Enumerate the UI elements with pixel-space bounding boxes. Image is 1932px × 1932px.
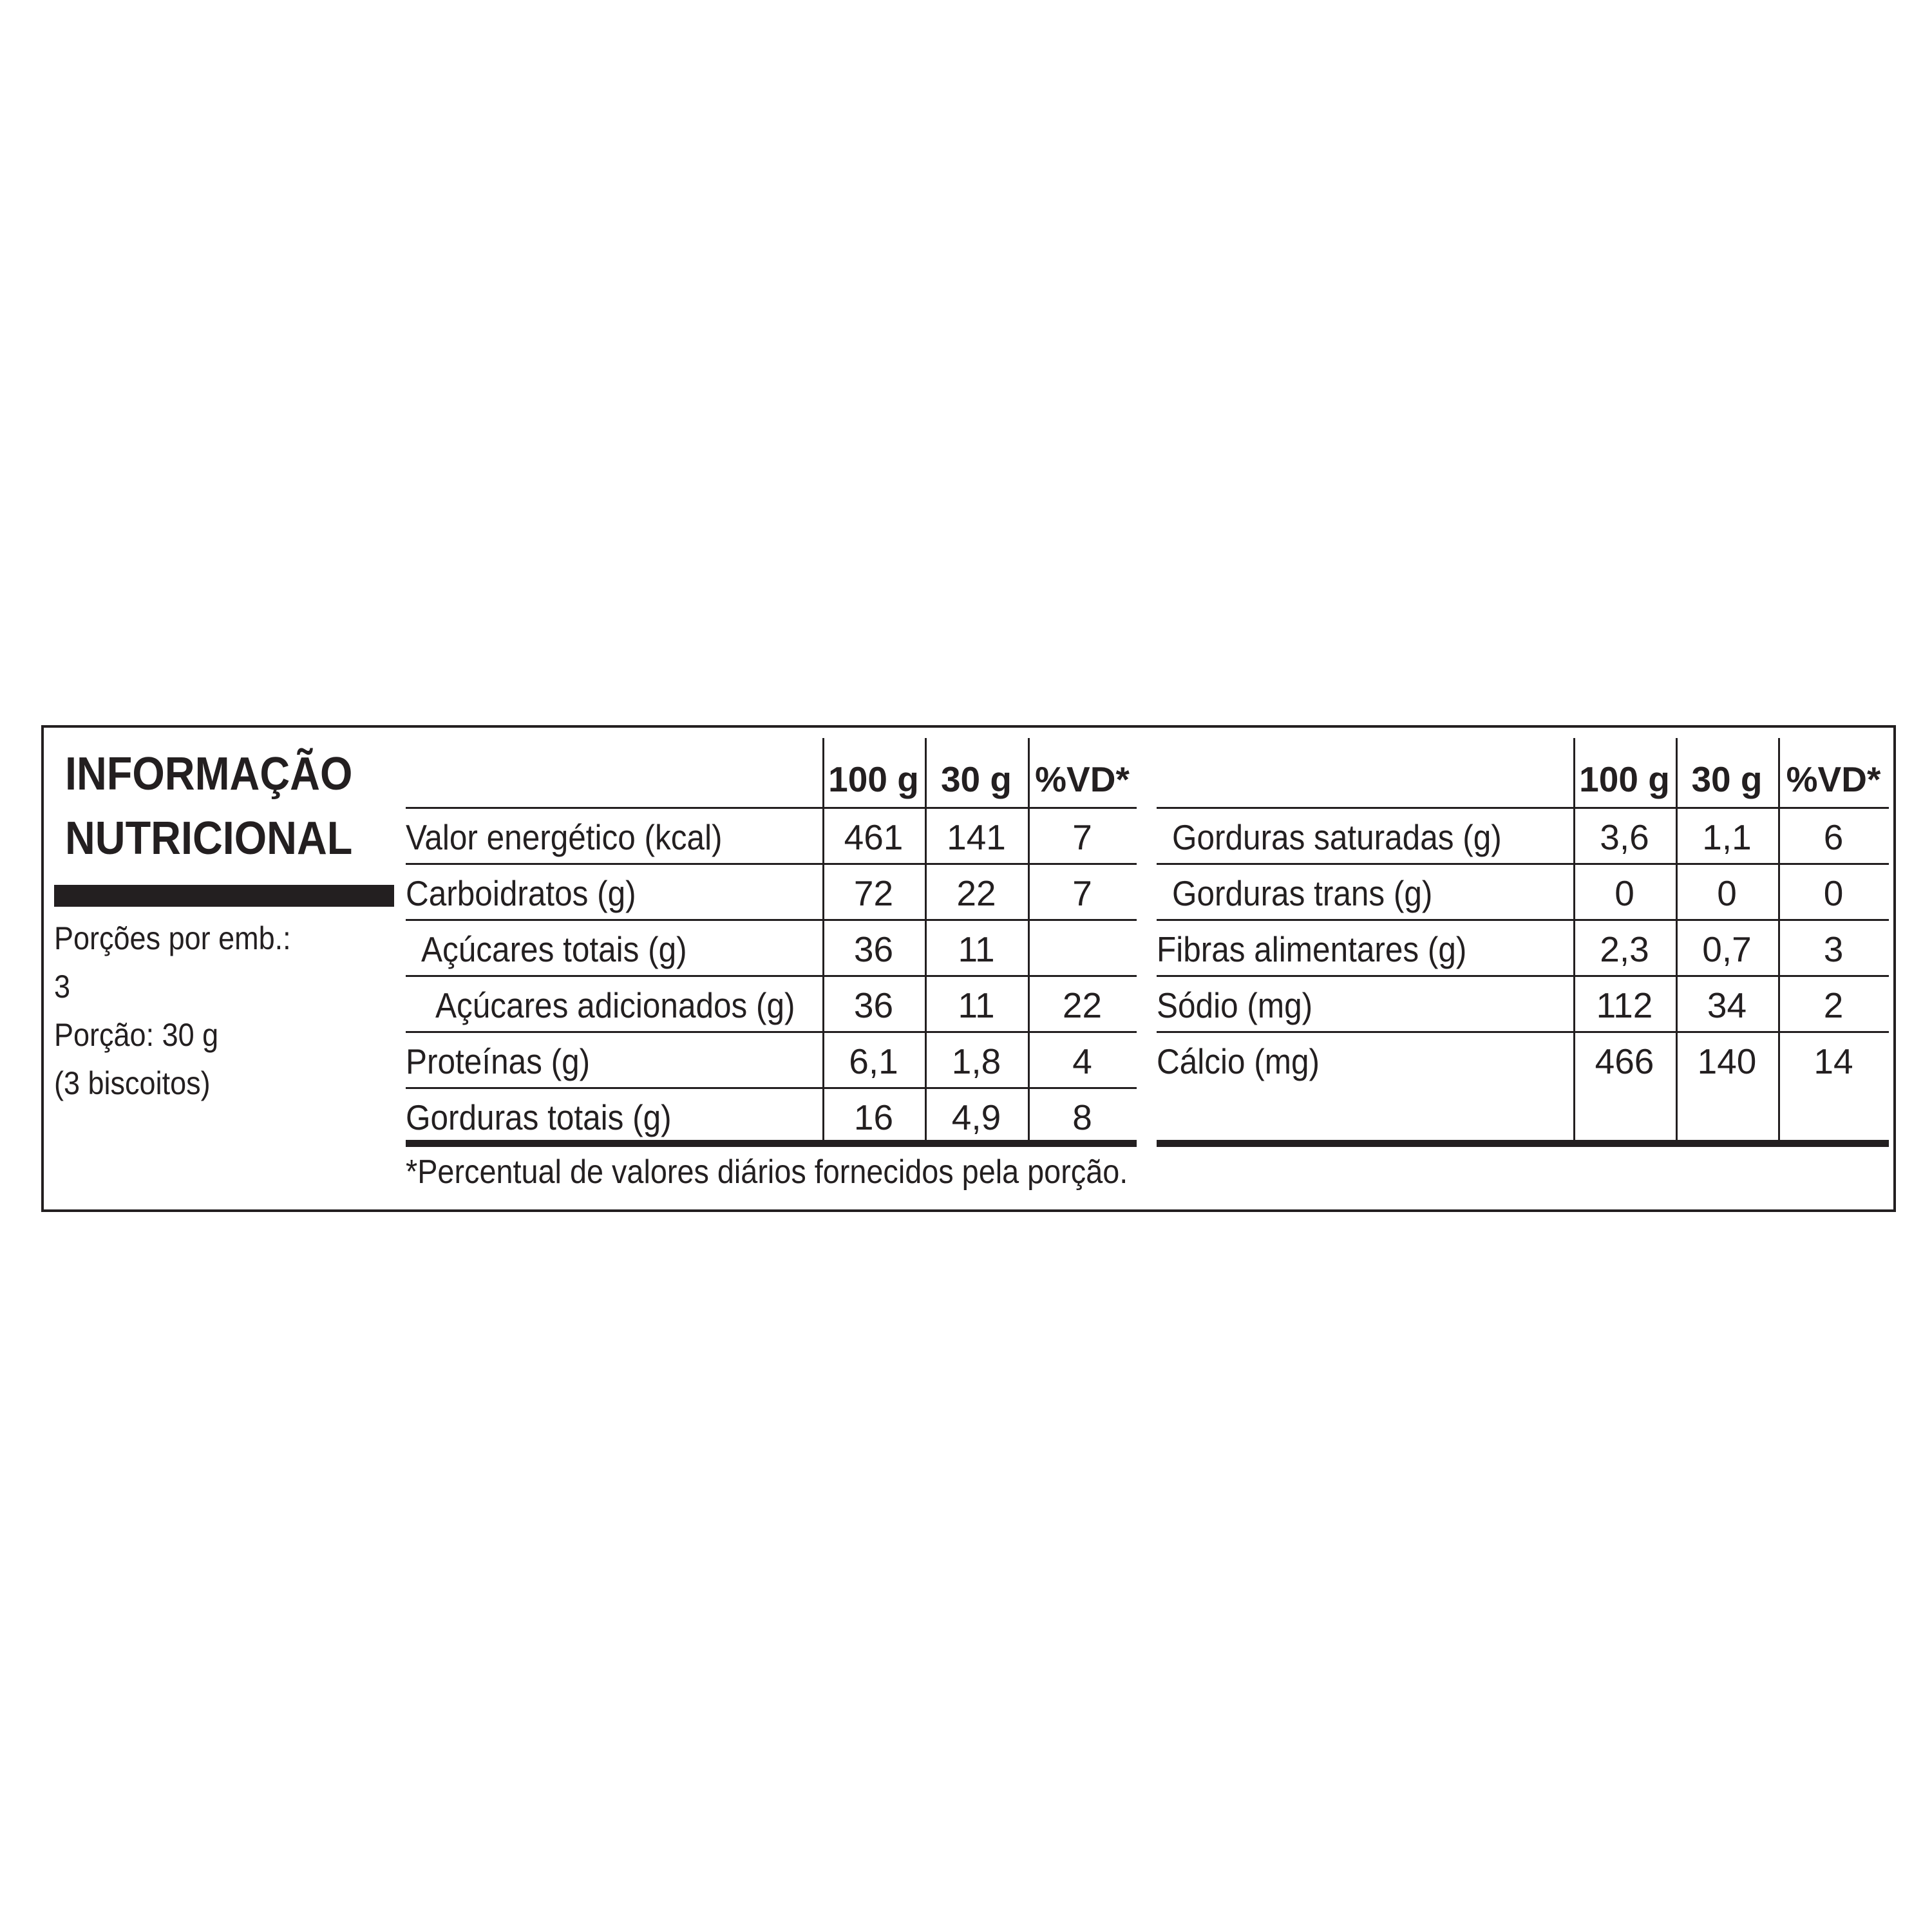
- right-row-per100: 3,6: [1600, 817, 1649, 857]
- daily-value-footnote: *Percentual de valores diários fornecidos pela porção.: [406, 1153, 1128, 1191]
- left-row-label: Gorduras totais (g): [406, 1097, 672, 1137]
- left-row-label: Valor energético (kcal): [406, 817, 723, 857]
- serving-size-note: (3 biscoitos): [54, 1065, 211, 1101]
- right-column-separator: [1573, 738, 1575, 1140]
- right-row-per_portion: 1,1: [1702, 817, 1752, 857]
- title-underline-bar: [54, 885, 394, 907]
- left-column-separator: [925, 738, 927, 1140]
- left-header-per_portion: 30 g: [940, 759, 1012, 799]
- left-row-label: Proteínas (g): [406, 1041, 591, 1081]
- left-row-divider: [406, 807, 1137, 809]
- right-row-per100: 2,3: [1600, 929, 1649, 969]
- title-line-2: NUTRICIONAL: [65, 813, 353, 864]
- right-row-per100: 0: [1615, 873, 1634, 913]
- right-row-per_portion: 0,7: [1702, 929, 1752, 969]
- right-row-dv: 0: [1823, 873, 1844, 913]
- right-row-label: Gorduras trans (g): [1172, 873, 1433, 913]
- right-row-dv: 2: [1823, 985, 1844, 1025]
- left-row-per_portion: 1,8: [951, 1041, 1001, 1081]
- right-row-label: Cálcio (mg): [1157, 1041, 1320, 1081]
- left-row-label: Carboidratos (g): [406, 873, 636, 913]
- left-row-divider: [406, 975, 1137, 977]
- right-row-label: Fibras alimentares (g): [1157, 929, 1467, 969]
- right-row-per_portion: 34: [1707, 985, 1747, 1025]
- left-row-per_portion: 141: [947, 817, 1006, 857]
- left-column-separator: [822, 738, 824, 1140]
- servings-per-package-value: 3: [54, 969, 71, 1005]
- left-header-dv: %VD*: [1035, 759, 1130, 799]
- left-row-dv: [1028, 923, 1137, 975]
- left-row-dv: 7: [1072, 873, 1092, 913]
- nutrition-facts-panel: [41, 725, 1896, 1212]
- left-row-dv: 22: [1062, 985, 1103, 1025]
- right-row-per_portion: 140: [1697, 1041, 1757, 1081]
- left-row-per100: 36: [853, 985, 894, 1025]
- left-row-divider: [406, 863, 1137, 865]
- left-row-divider: [406, 1087, 1137, 1089]
- left-row-per_portion: 11: [958, 929, 995, 969]
- left-row-dv: 4: [1072, 1041, 1092, 1081]
- right-column-separator: [1778, 738, 1780, 1140]
- left-row-per100: 16: [853, 1097, 894, 1137]
- right-header-per_portion: 30 g: [1691, 759, 1763, 799]
- left-row-dv: 7: [1072, 817, 1092, 857]
- left-row-per100: 36: [853, 929, 894, 969]
- title-line-1: INFORMAÇÃO: [65, 748, 353, 800]
- left-row-label: Açúcares totais (g): [421, 929, 687, 969]
- left-row-per_portion: 4,9: [951, 1097, 1001, 1137]
- left-row-per_portion: 11: [958, 985, 995, 1025]
- left-row-per100: 461: [844, 817, 904, 857]
- left-column-separator: [1028, 738, 1030, 1140]
- right-column-separator: [1676, 738, 1678, 1140]
- right-bottom-rule: [1157, 1140, 1889, 1147]
- right-header-per100: 100 g: [1579, 759, 1670, 799]
- left-row-divider: [406, 1031, 1137, 1033]
- left-row-per_portion: 22: [956, 873, 996, 913]
- left-row-per100: 6,1: [849, 1041, 898, 1081]
- left-row-label: Açúcares adicionados (g): [435, 985, 795, 1025]
- right-row-per100: 466: [1595, 1041, 1654, 1081]
- right-row-per100: 112: [1596, 985, 1653, 1025]
- right-row-dv: 3: [1823, 929, 1844, 969]
- right-row-per_portion: 0: [1717, 873, 1737, 913]
- right-row-label: Sódio (mg): [1157, 985, 1313, 1025]
- left-header-per100: 100 g: [828, 759, 919, 799]
- left-row-divider: [406, 919, 1137, 921]
- right-row-dv: 14: [1814, 1041, 1853, 1081]
- servings-per-package-label: Porções por emb.:: [54, 920, 291, 956]
- right-row-label: Gorduras saturadas (g): [1172, 817, 1502, 857]
- right-header-dv: %VD*: [1786, 759, 1881, 799]
- right-row-dv: 6: [1823, 817, 1844, 857]
- serving-size-label: Porção: 30 g: [54, 1017, 219, 1053]
- left-row-dv: 8: [1072, 1097, 1092, 1137]
- left-row-per100: 72: [853, 873, 894, 913]
